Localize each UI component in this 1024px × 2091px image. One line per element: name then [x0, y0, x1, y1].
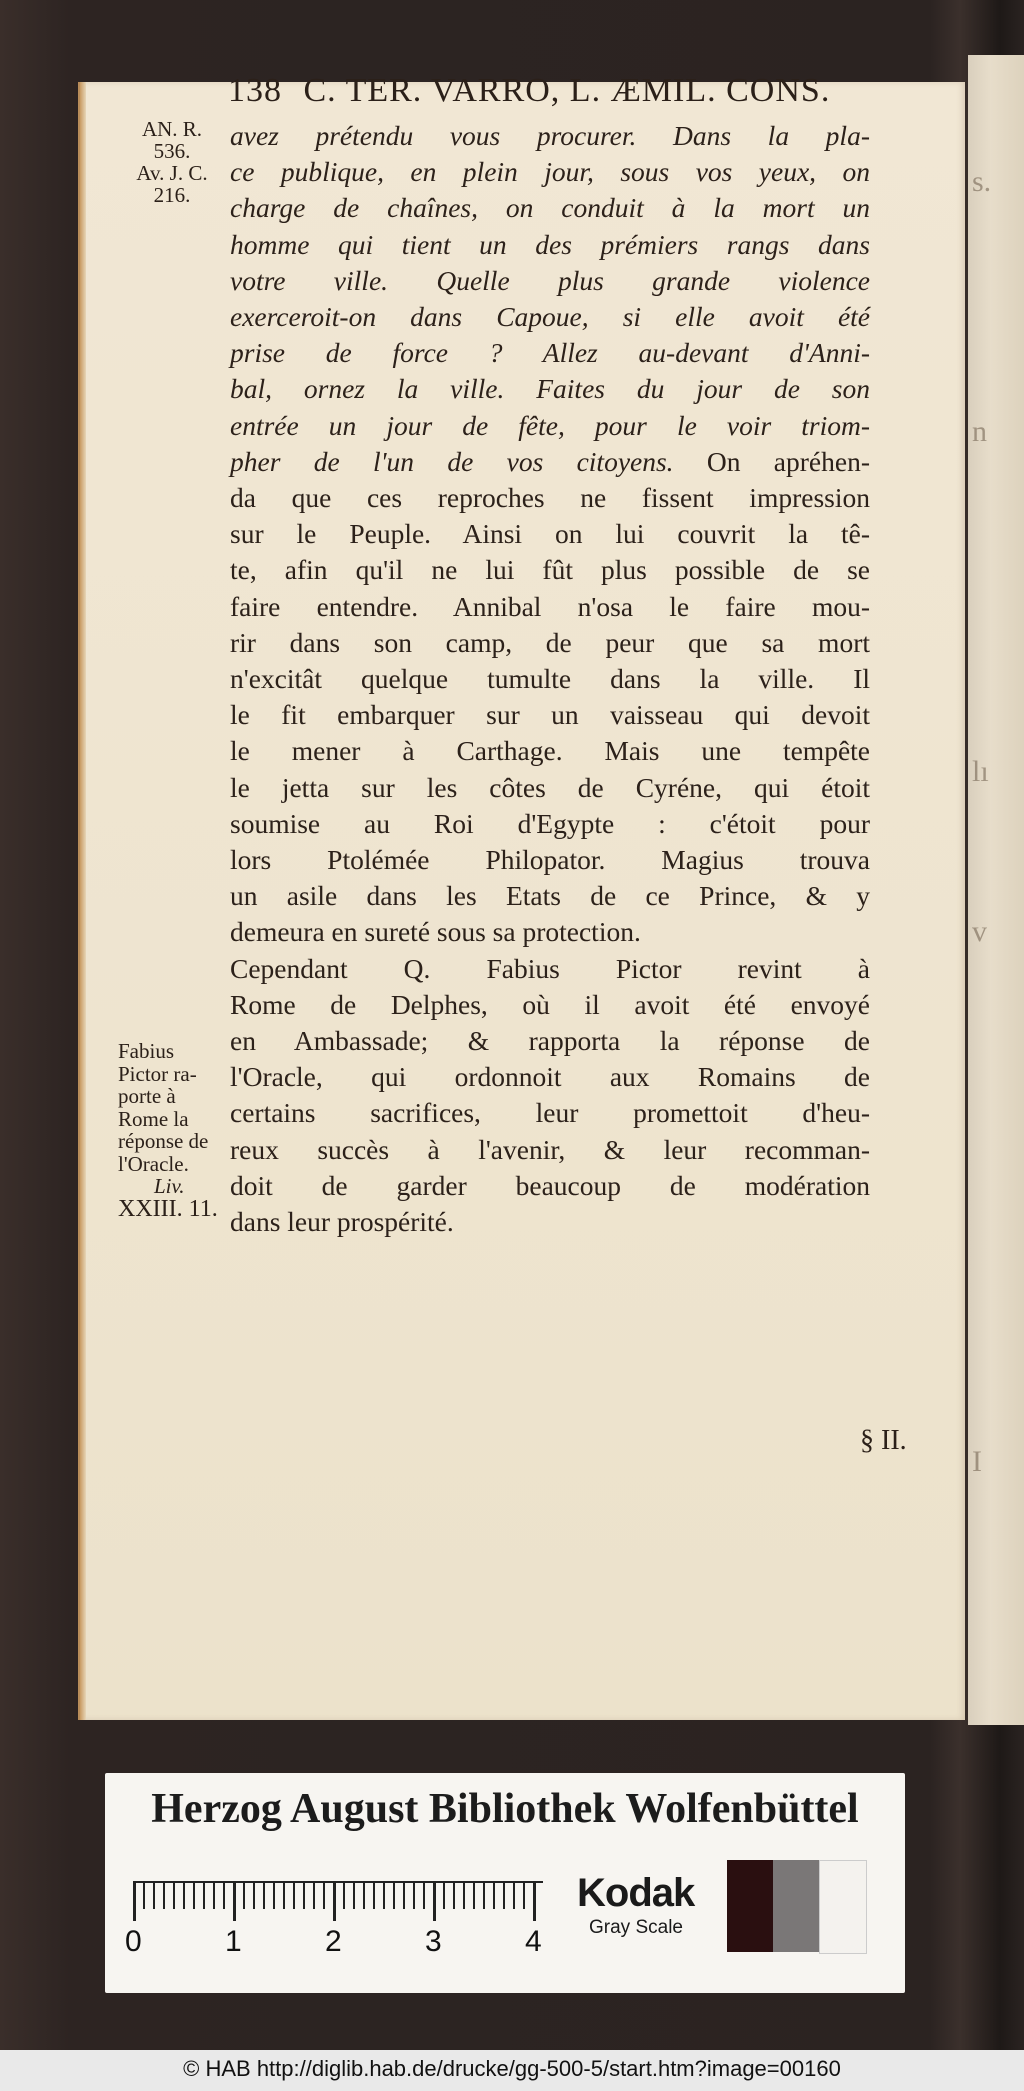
ruler-tick: [283, 1881, 285, 1909]
text-line: [230, 951, 870, 987]
ruler-tick: [313, 1881, 315, 1909]
text-line: [230, 1095, 870, 1131]
margin-date-line: Av. J. C.: [136, 161, 208, 185]
margin-date-note: [112, 118, 232, 206]
margin-note-line: réponse de: [118, 1129, 209, 1153]
text-line: [230, 842, 870, 878]
ruler-tick: [273, 1881, 275, 1909]
ruler-tick: [363, 1881, 365, 1909]
ruler-tick: [483, 1881, 485, 1909]
text-line-content: le mener à Carthage. Mais une tempête: [230, 735, 870, 767]
text-line: [230, 444, 870, 480]
text-line-content: soumise au Roi d'Egypte : c'étoit pour: [230, 807, 870, 839]
text-line-tail: On apréhen-: [673, 445, 870, 477]
text-line-content: Cependant Q. Fabius Pictor revint à: [230, 952, 870, 984]
ruler-tick: [373, 1881, 375, 1909]
margin-note-line: porte à: [118, 1084, 176, 1108]
body-text: [230, 118, 870, 1240]
ruler-tick: [223, 1881, 225, 1909]
ruler-tick: [233, 1881, 236, 1921]
text-line-content: charge de chaînes, on conduit à la mort un: [230, 192, 870, 224]
ruler-tick: [343, 1881, 345, 1909]
ruler-tick: [153, 1881, 155, 1909]
ruler-tick: [193, 1881, 195, 1909]
ruler-tick: [323, 1881, 325, 1909]
text-line-content: pher de l'un de vos citoyens.: [230, 445, 674, 477]
margin-note-line: Fabius: [118, 1039, 175, 1063]
text-line: [230, 1023, 870, 1059]
text-line-content: votre ville. Quelle plus grande violence: [230, 264, 870, 296]
text-line: [230, 552, 870, 588]
text-line: [230, 516, 870, 552]
ruler-tick: [293, 1881, 295, 1909]
ruler-tick: [433, 1881, 436, 1921]
ruler-tick: [303, 1881, 305, 1909]
ruler-tick: [463, 1881, 465, 1909]
ruler-tick: [133, 1881, 136, 1921]
text-line: [230, 335, 870, 371]
ruler-tick: [163, 1881, 165, 1909]
footer-bar: [0, 2050, 1024, 2091]
text-line-content: entrée un jour de fête, pour le voir triom-: [230, 409, 870, 441]
text-line-content: homme qui tient un des prémiers rangs dans: [230, 228, 870, 260]
ruler-number: 3: [425, 1925, 442, 1958]
ruler-tick: [473, 1881, 475, 1909]
margin-note-line: XXIII. 11.: [118, 1195, 218, 1222]
text-line-content: avez prétendu vous procurer. Dans la pla-: [230, 120, 870, 151]
ruler-tick: [263, 1881, 265, 1909]
text-line-content: un asile dans les Etats de ce Prince, & y: [230, 880, 870, 912]
ruler-number: 0: [125, 1925, 142, 1958]
margin-date-line: 536.: [153, 139, 191, 163]
ruler-tick: [173, 1881, 175, 1909]
text-line-content: reux succès à l'avenir, & leur recomman-: [230, 1133, 870, 1165]
measurement-ruler: [125, 1873, 553, 1958]
text-line: [230, 914, 870, 950]
ruler-tick: [453, 1881, 455, 1909]
text-line: [230, 1204, 870, 1240]
copyright-url[interactable]: © HAB http://diglib.hab.de/drucke/gg-500-5/start.htm?image=00160: [183, 2056, 841, 2081]
gray-swatch-light: [819, 1860, 867, 1954]
catchword: § II.: [860, 1425, 907, 1456]
text-line-content: le jetta sur les côtes de Cyréne, qui étoit: [230, 771, 870, 803]
library-name: Herzog August Bibliothek Wolfenbüttel: [151, 1786, 859, 1832]
gray-scale-label: Gray Scale: [589, 1917, 683, 1938]
text-line: [230, 878, 870, 914]
color-calibration-card: [105, 1773, 905, 1993]
margin-note-line: l'Oracle.: [118, 1151, 189, 1176]
facing-page-edge: s. n lı v I: [968, 55, 1024, 1725]
text-line-content: prise de force ? Allez au-devant d'Anni-: [230, 337, 870, 369]
ruler-tick: [213, 1881, 215, 1909]
text-line: [230, 227, 870, 263]
text-line-content: dans leur prospérité.: [230, 1206, 454, 1238]
text-line: [230, 661, 870, 697]
text-line-content: sur le Peuple. Ainsi on lui couvrit la tê-: [230, 518, 870, 550]
text-line: [230, 697, 870, 733]
text-line: [230, 1132, 870, 1168]
ruler-tick: [413, 1881, 415, 1909]
page-gutter-edge: [80, 82, 86, 1720]
text-line: [230, 480, 870, 516]
text-line-content: rir dans son camp, de peur que sa mort: [230, 626, 870, 658]
text-line-content: demeura en sureté sous sa protection.: [230, 916, 641, 948]
kodak-logo: Kodak: [577, 1871, 695, 1915]
text-line-content: n'excitât quelque tumulte dans la ville. Il: [230, 663, 870, 695]
text-line: [230, 1059, 870, 1095]
margin-note-fabius: [118, 1040, 248, 1220]
text-line: [230, 263, 870, 299]
text-line-content: en Ambassade; & rapporta la réponse de: [230, 1025, 870, 1057]
running-title: C. TER. VARRO, L. ÆMIL. CONS.: [303, 72, 831, 109]
text-line-content: certains sacrifices, leur promettoit d'heu-: [230, 1097, 870, 1129]
text-line-content: te, afin qu'il ne lui fût plus possible de se: [230, 554, 870, 586]
ruler-number: 2: [325, 1925, 342, 1958]
ruler-tick: [513, 1881, 515, 1909]
ruler-tick: [143, 1881, 145, 1909]
ruler-tick: [203, 1881, 205, 1909]
text-line: [230, 770, 870, 806]
margin-date-line: 216.: [153, 183, 191, 207]
margin-date-line: AN. R.: [141, 117, 203, 141]
text-line-content: lors Ptolémée Philopator. Magius trouva: [230, 844, 870, 876]
ruler-tick: [423, 1881, 425, 1909]
text-line: [230, 154, 870, 190]
page-number: 138: [228, 72, 282, 109]
margin-note-line: Liv.: [154, 1174, 185, 1198]
text-line-content: faire entendre. Annibal n'osa le faire mou-: [230, 590, 870, 622]
ruler-tick: [333, 1881, 336, 1921]
ruler-tick: [443, 1881, 445, 1909]
text-line-content: ce publique, en plein jour, sous vos yeux, on: [230, 156, 870, 188]
margin-note-line: Pictor ra-: [118, 1061, 197, 1086]
text-line: [230, 589, 870, 625]
running-header: [228, 72, 868, 110]
text-line: [230, 733, 870, 769]
text-line: [230, 987, 870, 1023]
gray-swatch-dark: [727, 1860, 773, 1952]
ruler-tick: [393, 1881, 395, 1909]
text-line: [230, 118, 870, 154]
ruler-tick: [253, 1881, 255, 1909]
gray-swatch-mid: [773, 1860, 819, 1952]
margin-note-line: Rome la: [118, 1106, 189, 1131]
ruler-tick: [243, 1881, 245, 1909]
text-line-content: bal, ornez la ville. Faites du jour de son: [230, 373, 870, 405]
text-line-content: da que ces reproches ne fissent impression: [230, 482, 870, 514]
text-line: [230, 190, 870, 226]
text-line-content: exerceroit-on dans Capoue, si elle avoit été: [230, 301, 870, 333]
text-line-content: le fit embarquer sur un vaisseau qui devoit: [230, 699, 870, 731]
ruler-tick: [183, 1881, 185, 1909]
text-line: [230, 625, 870, 661]
ruler-tick: [353, 1881, 355, 1909]
text-line: [230, 1168, 870, 1204]
ruler-tick: [493, 1881, 495, 1909]
ruler-tick: [383, 1881, 385, 1909]
text-line-content: l'Oracle, qui ordonnoit aux Romains de: [230, 1061, 870, 1093]
text-line: [230, 408, 870, 444]
text-line: [230, 806, 870, 842]
text-line: [230, 371, 870, 407]
ruler-number: 4: [525, 1925, 542, 1958]
text-line: [230, 299, 870, 335]
ruler-tick: [523, 1881, 525, 1909]
ruler-tick: [533, 1881, 536, 1921]
ruler-number: 1: [225, 1925, 242, 1958]
ruler-tick: [403, 1881, 405, 1909]
text-line-content: doit de garder beaucoup de modération: [230, 1169, 870, 1201]
text-line-content: Rome de Delphes, où il avoit été envoyé: [230, 988, 870, 1020]
ruler-tick: [503, 1881, 505, 1909]
